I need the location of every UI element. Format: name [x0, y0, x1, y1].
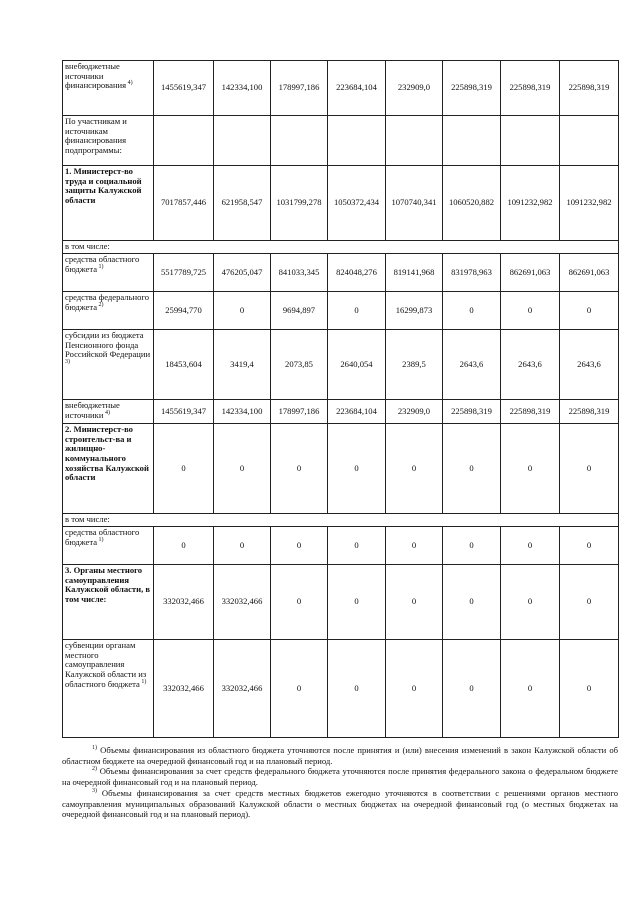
value-cell: 0	[328, 292, 386, 330]
table-row	[63, 640, 619, 738]
value-cell: 9694,897	[271, 292, 328, 330]
value-cell: 5517789,725	[154, 254, 214, 292]
table-row	[63, 241, 619, 254]
value-cell: 819141,968	[386, 254, 443, 292]
value-cell: 0	[501, 527, 560, 565]
value-cell: 7017857,446	[154, 166, 214, 241]
value-cell: 0	[328, 640, 386, 738]
value-cell: 0	[560, 527, 619, 565]
value-cell: 232909,0	[386, 400, 443, 424]
value-cell: 225898,319	[443, 61, 501, 116]
value-cell: 1455619,347	[154, 61, 214, 116]
value-cell: 0	[214, 424, 271, 514]
row-label: 1. Министерст-во труда и социальной защиты Калужской области	[63, 166, 154, 241]
value-cell: 0	[154, 424, 214, 514]
value-cell: 0	[560, 292, 619, 330]
value-cell	[154, 116, 214, 166]
row-label: средства областного бюджета $^{1)}$	[63, 527, 154, 565]
value-cell: 841033,345	[271, 254, 328, 292]
value-cell: 0	[154, 527, 214, 565]
value-cell: 0	[328, 527, 386, 565]
value-cell: 332032,466	[154, 565, 214, 640]
table-row	[63, 565, 619, 640]
value-cell: 178997,186	[271, 400, 328, 424]
value-cell: 18453,604	[154, 330, 214, 400]
value-cell: 1031799,278	[271, 166, 328, 241]
value-cell: 223684,104	[328, 400, 386, 424]
value-cell: 1060520,882	[443, 166, 501, 241]
value-cell: 0	[386, 527, 443, 565]
value-cell	[386, 116, 443, 166]
row-label: По участникам и источникам финансирования подпрограммы:	[63, 116, 154, 166]
value-cell: 0	[386, 640, 443, 738]
value-cell: 332032,466	[154, 640, 214, 738]
value-cell: 142334,100	[214, 61, 271, 116]
value-cell: 0	[443, 527, 501, 565]
footnotes	[62, 745, 618, 820]
table-row	[63, 254, 619, 292]
value-cell: 0	[443, 565, 501, 640]
value-cell: 862691,063	[560, 254, 619, 292]
row-label: 2. Министерст-во строительст-ва и жилищно-коммунального хозяйства Калужской области	[63, 424, 154, 514]
value-cell: 2643,6	[560, 330, 619, 400]
value-cell: 0	[560, 424, 619, 514]
footnote-mark: 3)	[65, 359, 70, 366]
value-cell: 332032,466	[214, 640, 271, 738]
value-cell: 862691,063	[501, 254, 560, 292]
value-cell: 225898,319	[443, 400, 501, 424]
value-cell: 232909,0	[386, 61, 443, 116]
value-cell: 0	[214, 527, 271, 565]
table-row	[63, 424, 619, 514]
value-cell: 223684,104	[328, 61, 386, 116]
footnote-mark: 4)	[126, 80, 133, 87]
row-label: в том числе:	[63, 241, 619, 254]
value-cell: 0	[271, 527, 328, 565]
value-cell	[214, 116, 271, 166]
footnote-mark: 1)	[139, 678, 147, 685]
value-cell: 225898,319	[501, 400, 560, 424]
value-cell: 1455619,347	[154, 400, 214, 424]
value-cell: 0	[328, 424, 386, 514]
value-cell: 0	[443, 292, 501, 330]
value-cell: 0	[443, 424, 501, 514]
value-cell: 2389,5	[386, 330, 443, 400]
table-row	[63, 61, 619, 116]
value-cell: 225898,319	[560, 61, 619, 116]
value-cell: 0	[560, 565, 619, 640]
value-cell: 0	[386, 424, 443, 514]
table-row	[63, 330, 619, 400]
value-cell: 0	[501, 292, 560, 330]
value-cell	[501, 116, 560, 166]
footnote: $^{2)}$ Объемы финансирования за счет средств федерального бюджета уточняются после принятия федерального закона о федеральном бюджете на очередной финансовый год и на плановый период.	[62, 766, 618, 788]
footnote-mark: 1)	[97, 536, 104, 543]
value-cell: 0	[328, 565, 386, 640]
value-cell: 0	[271, 424, 328, 514]
row-label: внебюджетные источники финансирования $^{4)}$	[63, 61, 154, 116]
value-cell: 0	[386, 565, 443, 640]
value-cell: 0	[443, 640, 501, 738]
value-cell: 1091232,982	[501, 166, 560, 241]
table-row	[63, 166, 619, 241]
value-cell: 332032,466	[214, 565, 271, 640]
row-label: внебюджетные источники $^{4)}$	[63, 400, 154, 424]
row-label: средства областного бюджета $^{1)}$	[63, 254, 154, 292]
table-row	[63, 116, 619, 166]
table-row	[63, 400, 619, 424]
value-cell: 1070740,341	[386, 166, 443, 241]
value-cell: 824048,276	[328, 254, 386, 292]
footnote-mark: 4)	[103, 409, 110, 416]
value-cell: 476205,047	[214, 254, 271, 292]
footnote: $^{1)}$ Объемы финансирования из областного бюджета уточняются после принятия и (или) внесения изменений в закон Калужской области об областном бюджете на очередной финансовый год и на плановый период.	[62, 745, 618, 766]
value-cell: 1091232,982	[560, 166, 619, 241]
footnote: $^{3)}$ Объемы финансирования за счет средств местных бюджетов ежегодно уточняются в соответствии с решениями органов местного самоуправления муниципальных образований Калужской области о местных бюджетах на очередной финансовый год (о местных бюджетах на очередной финансовый год и на плановый период).	[62, 787, 618, 820]
row-label: в том числе:	[63, 514, 619, 527]
financing-table	[62, 60, 619, 738]
value-cell: 2640,054	[328, 330, 386, 400]
value-cell: 0	[501, 640, 560, 738]
value-cell: 225898,319	[560, 400, 619, 424]
row-label: субвенции органам местного самоуправления Калужской области из областного бюджета $^{1)}$	[63, 640, 154, 738]
value-cell: 225898,319	[501, 61, 560, 116]
value-cell	[443, 116, 501, 166]
value-cell	[560, 116, 619, 166]
value-cell: 831978,963	[443, 254, 501, 292]
value-cell: 1050372,434	[328, 166, 386, 241]
table-row	[63, 527, 619, 565]
value-cell: 178997,186	[271, 61, 328, 116]
value-cell: 0	[501, 565, 560, 640]
value-cell	[328, 116, 386, 166]
table-row	[63, 292, 619, 330]
value-cell: 142334,100	[214, 400, 271, 424]
row-label: 3. Органы местного самоуправления Калужской области, в том числе:	[63, 565, 154, 640]
value-cell: 0	[501, 424, 560, 514]
value-cell	[271, 116, 328, 166]
value-cell: 0	[271, 640, 328, 738]
value-cell: 0	[271, 565, 328, 640]
row-label: средства федерального бюджета $^{2)}$	[63, 292, 154, 330]
value-cell: 3419,4	[214, 330, 271, 400]
table-row	[63, 514, 619, 527]
value-cell: 2073,85	[271, 330, 328, 400]
value-cell: 16299,873	[386, 292, 443, 330]
value-cell: 621958,547	[214, 166, 271, 241]
value-cell: 2643,6	[443, 330, 501, 400]
footnote-mark: 2)	[97, 301, 104, 308]
value-cell: 2643,6	[501, 330, 560, 400]
value-cell: 0	[214, 292, 271, 330]
row-label: субсидии из бюджета Пенсионного фонда Российской Федерации $^{3)}$	[63, 330, 154, 400]
footnote-mark: 1)	[97, 263, 104, 270]
value-cell: 0	[560, 640, 619, 738]
value-cell: 25994,770	[154, 292, 214, 330]
